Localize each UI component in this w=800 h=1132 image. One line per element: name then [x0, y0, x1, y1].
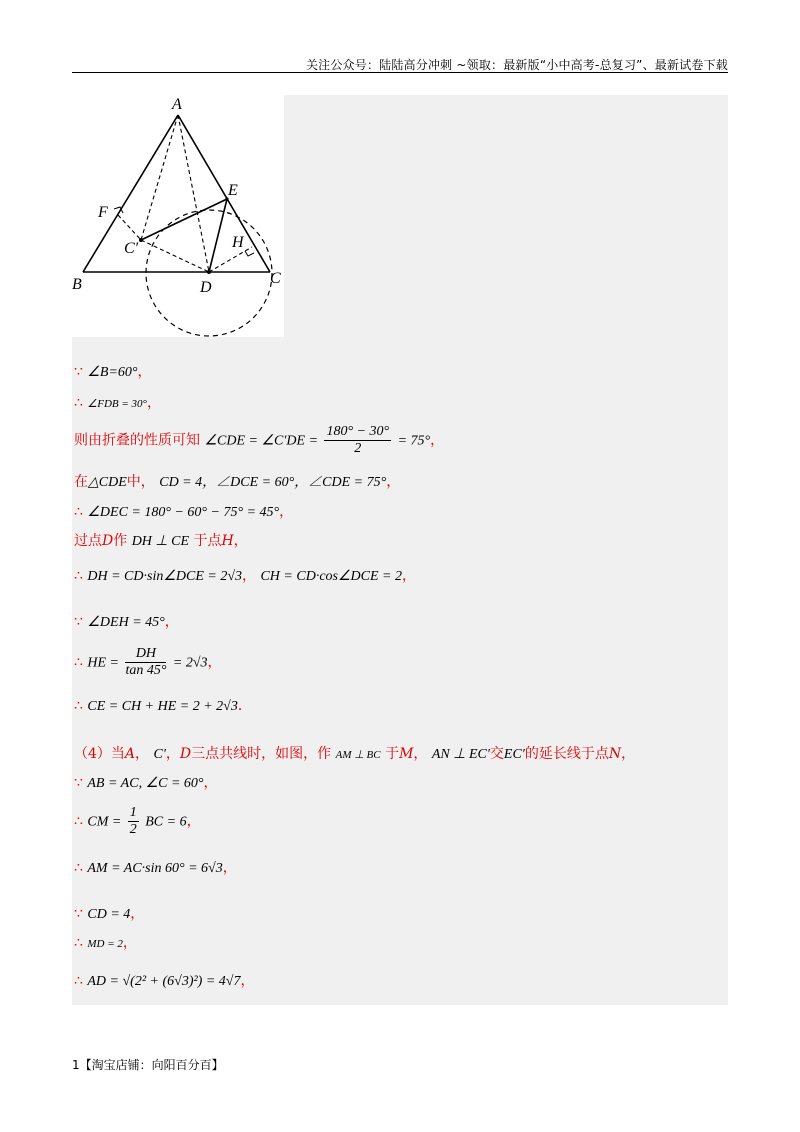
label-A: A [172, 96, 182, 113]
solution-line-2: ∴ ∠FDB = 30°， [74, 395, 161, 411]
solution-line-16: ∴ MD = 2， [74, 935, 137, 951]
solution-line-3: 则由折叠的性质可知 ∠CDE = ∠C′DE = $\frac{180^\circ - 30^\circ}{2}$ = 75°， [74, 424, 445, 456]
header-rule [72, 72, 728, 73]
point-Cp [139, 238, 143, 242]
fraction-half: $\frac{1}{2}$ [129, 805, 137, 837]
segment-DH [209, 247, 252, 272]
solution-line-9: ∴ HE = $\frac{DH}{\tan 45^\circ}$ = 2√3， [74, 646, 222, 678]
segment-FCp [118, 215, 141, 240]
solution-line-15: ∵ CD = 4， [74, 906, 145, 922]
geometry-diagram [72, 95, 284, 337]
label-H: H [232, 234, 244, 251]
label-F: F [98, 204, 108, 221]
solution-line-13: ∴ CM = $\frac{1}{2}$ BC = 6， [74, 805, 201, 837]
label-B: B [72, 276, 82, 293]
geometry-figure [72, 95, 284, 337]
solution-line-1: ∵ ∠B=60°， [74, 364, 152, 380]
header-text: 关注公众号：陆陆高分冲刺 ~领取：最新版“小中高考-总复习”、最新试卷下载 [305, 58, 728, 72]
fraction-angle: $\frac{180^\circ - 30^\circ}{2}$ [326, 424, 390, 456]
solution-line-17: ∴ AD = √(2² + (6√3)²) = 4√7， [74, 973, 255, 989]
label-Cprime: C′ [124, 240, 139, 257]
solution-line-4: 在△CDE中， CD = 4，∠DCE = 60°，∠CDE = 75°， [74, 474, 401, 490]
solution-line-11: （4）当A， C′，D三点共线时，如图，作 AM ⊥ BC 于M， AN ⊥ EC′交EC′的延长线于点N， [74, 746, 636, 762]
segment-CpE [141, 199, 227, 240]
solution-line-10: ∴ CE = CH + HE = 2 + 2√3． [74, 698, 252, 714]
segment-AD [178, 115, 209, 272]
point-D [207, 270, 211, 274]
right-angle-H [245, 251, 254, 256]
segment-CpD [141, 240, 209, 272]
solution-line-5: ∴ ∠DEC = 180° − 60° − 75° = 45°， [74, 504, 294, 520]
label-D: D [200, 279, 212, 296]
fraction-tan: $\frac{DH}{\tan 45^\circ}$ [125, 646, 167, 678]
segment-AC [178, 115, 270, 272]
segment-ACp [141, 115, 178, 240]
solution-line-7: ∴ DH = CD·sin∠DCE = 2√3， CH = CD·cos∠DCE = 2， [74, 568, 416, 584]
solution-line-6: 过点D作 DH ⊥ CE 于点H， [74, 533, 248, 549]
solution-line-14: ∴ AM = AC·sin 60° = 6√3， [74, 860, 237, 876]
solution-line-8: ∵ ∠DEH = 45°， [74, 614, 179, 630]
label-E: E [228, 182, 238, 199]
footer-text: 1【淘宝店铺：向阳百分百】 [72, 1058, 224, 1072]
solution-line-12: ∵ AB = AC, ∠C = 60°， [74, 775, 218, 791]
label-C: C [270, 270, 281, 287]
